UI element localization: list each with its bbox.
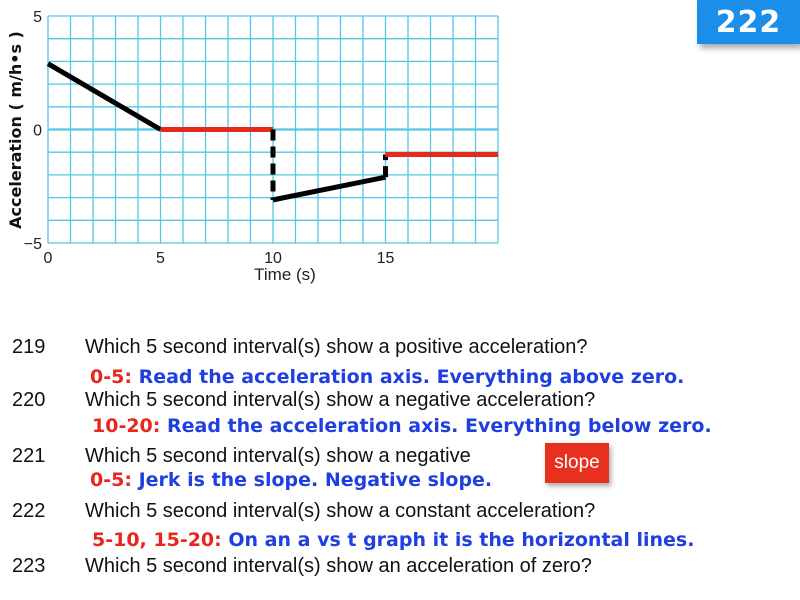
answer-key: 0-5: (90, 469, 132, 491)
answer-key: 0-5: (90, 366, 132, 388)
y-tick-label: −5 (23, 236, 42, 253)
question-text: Which 5 second interval(s) show an acceleration of zero? (85, 555, 592, 577)
x-tick-label: 10 (264, 250, 282, 267)
chart-ticks (24, 9, 395, 267)
data-segment (273, 177, 386, 200)
question-number: 222 (12, 500, 46, 522)
x-tick-label: 15 (376, 250, 395, 267)
answer-key: 5-10, 15-20: (92, 529, 222, 551)
answer-219 (90, 366, 684, 388)
y-tick-label: 5 (33, 9, 42, 26)
slope-label-tag: slope (545, 443, 609, 483)
question-number: 220 (12, 389, 46, 411)
answer-key: 10-20: (92, 415, 161, 437)
x-tick-label: 5 (156, 250, 165, 267)
answer-explanation: Read the acceleration axis. Everything above zero. (138, 366, 685, 388)
slide-number-badge: 222 (697, 0, 800, 44)
question-text: Which 5 second interval(s) show a negative (85, 445, 471, 467)
question-number: 221 (12, 445, 46, 467)
answer-explanation: Jerk is the slope. Negative slope. (138, 469, 493, 491)
y-tick-label: 0 (33, 122, 42, 140)
question-text: Which 5 second interval(s) show a positive acceleration? (85, 336, 588, 358)
answer-explanation: On an a vs t graph it is the horizontal lines. (228, 529, 695, 551)
question-number: 219 (12, 336, 46, 358)
question-text: Which 5 second interval(s) show a negative acceleration? (85, 389, 596, 411)
answer-221 (90, 469, 492, 491)
acceleration-time-chart (0, 0, 520, 300)
answer-explanation: Read the acceleration axis. Everything below zero. (167, 415, 712, 437)
x-tick-label: 0 (43, 250, 53, 267)
y-axis-label: Acceleration ( m/h•s ) (6, 31, 25, 229)
question-number: 223 (12, 555, 46, 577)
data-segment (48, 64, 161, 130)
answer-220 (92, 415, 712, 437)
question-text: Which 5 second interval(s) show a constant acceleration? (85, 500, 596, 522)
x-axis-label: Time (s) (254, 265, 316, 284)
answer-222 (92, 529, 694, 551)
